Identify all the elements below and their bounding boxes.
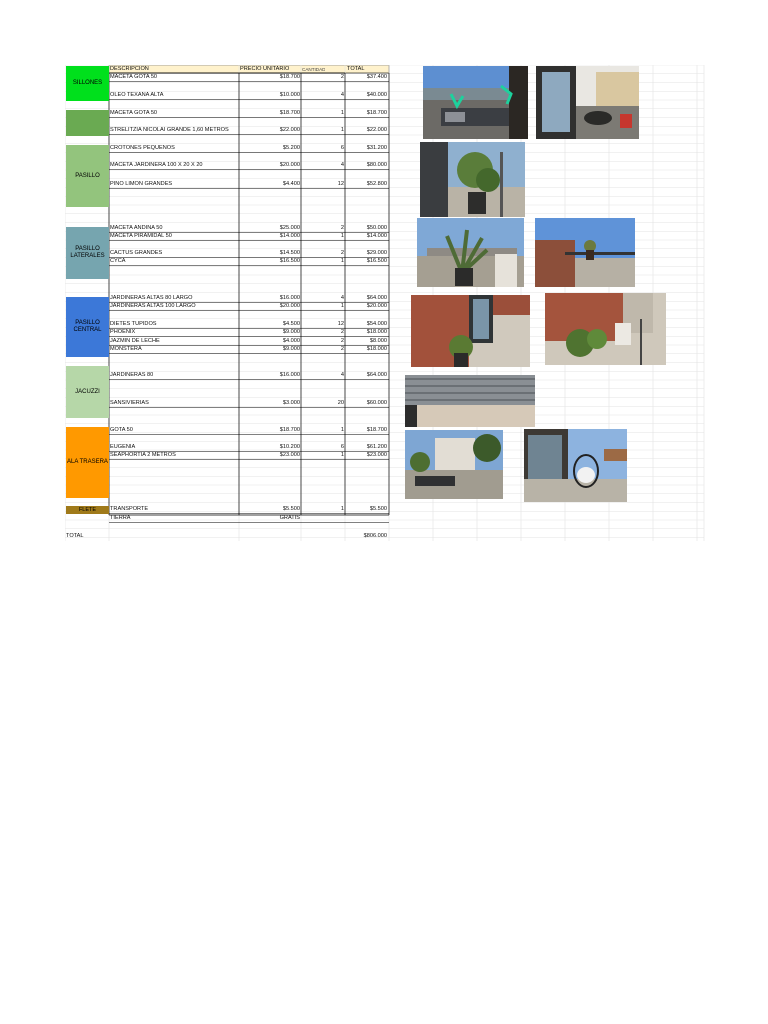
- item-unit-price: $5.200: [282, 145, 300, 151]
- item-unit-price: $16.000: [279, 295, 300, 301]
- item-quantity: 2: [340, 250, 344, 256]
- item-total: $64.000: [366, 295, 387, 301]
- item-quantity: 2: [340, 346, 344, 352]
- item-description: GOTA 50: [110, 427, 133, 433]
- item-total: $8.000: [369, 338, 387, 344]
- item-total: $31.200: [366, 145, 387, 151]
- item-quantity: 12: [337, 321, 344, 327]
- item-unit-price: $16.500: [279, 258, 300, 264]
- item-quantity: 1: [340, 506, 344, 512]
- item-description: DIETES TUPIDOS: [110, 321, 157, 327]
- item-quantity: 4: [340, 372, 344, 378]
- item-description: MACETA GOTA 50: [110, 74, 158, 80]
- section-pasillo: PASILLO: [66, 145, 109, 207]
- item-quantity: 2: [340, 338, 344, 344]
- item-description: STRELITZIA NICOLAI GRANDE 1,60 METROS: [110, 127, 229, 133]
- header-cantidad: CANTIDAD: [302, 67, 326, 72]
- item-total: $60.000: [366, 400, 387, 406]
- photo-central-brick-1: [411, 295, 530, 367]
- item-quantity: 4: [340, 295, 344, 301]
- item-unit-price: $10.200: [279, 444, 300, 450]
- item-unit-price: $4.500: [282, 321, 300, 327]
- item-description: SEAPHORTIA 2 METROS: [110, 452, 176, 458]
- item-description: JARDINERAS ALTAS 100 LARGO: [110, 303, 196, 309]
- item-unit-price: $14.500: [279, 250, 300, 256]
- item-unit-price: $9.000: [282, 346, 300, 352]
- item-unit-price: $20.000: [279, 162, 300, 168]
- photo-central-brick-2: [545, 293, 666, 365]
- photo-trasera-hanging-chair: [524, 429, 627, 502]
- photo-laterales-railing: [535, 218, 635, 287]
- item-unit-price: $18.700: [279, 427, 300, 433]
- grand-total-label: TOTAL: [66, 533, 84, 539]
- item-total: $64.000: [366, 372, 387, 378]
- item-description: TIERRA: [110, 515, 131, 521]
- item-total: $52.800: [366, 181, 387, 187]
- item-quantity: 4: [340, 162, 344, 168]
- photo-pasillo-plants: [420, 142, 525, 217]
- item-unit-price: $10.000: [279, 92, 300, 98]
- section-jacuzzi: JACUZZI: [66, 366, 109, 418]
- item-total: $40.000: [366, 92, 387, 98]
- item-total: $14.000: [366, 233, 387, 239]
- item-total: $18.000: [366, 346, 387, 352]
- item-quantity: 6: [340, 145, 344, 151]
- item-total: $16.500: [366, 258, 387, 264]
- item-quantity: 1: [340, 233, 344, 239]
- item-quantity: 20: [337, 400, 344, 406]
- header-descripcion: DESCRIPCIÓN: [110, 66, 149, 72]
- item-unit-price: GRATIS: [279, 515, 300, 521]
- item-quantity: 4: [340, 92, 344, 98]
- item-quantity: 1: [340, 110, 344, 116]
- photo-jacuzzi-deck: [405, 375, 535, 427]
- item-description: CROTONES PEQUEÑOS: [110, 145, 175, 151]
- item-total: $22.000: [366, 127, 387, 133]
- item-total: $80.000: [366, 162, 387, 168]
- item-description: JARDINERAS 80: [110, 372, 154, 378]
- photo-laterales-palm: [417, 218, 524, 287]
- section-ala-trasera: ALA TRASERA: [66, 427, 109, 498]
- item-description: MONSTERA: [110, 346, 142, 352]
- item-total: $29.000: [366, 250, 387, 256]
- item-description: PHOENIX: [110, 329, 136, 335]
- item-total: $54.000: [366, 321, 387, 327]
- item-unit-price: $5.500: [282, 506, 300, 512]
- header-total: TOTAL: [347, 66, 365, 72]
- section-sillones: SILLONES: [66, 66, 109, 101]
- header-precio: PRECIO UNITARIO: [240, 66, 290, 72]
- item-total: $5.500: [369, 506, 387, 512]
- item-unit-price: $4.000: [282, 338, 300, 344]
- item-description: MACETA ANDINA 50: [110, 225, 163, 231]
- item-total: $18.700: [366, 427, 387, 433]
- quote-spreadsheet: [65, 65, 705, 542]
- section-pasillo-central: PASILLO CENTRAL: [66, 297, 109, 357]
- item-unit-price: $18.700: [279, 74, 300, 80]
- item-description: CACTUS GRANDES: [110, 250, 163, 256]
- item-unit-price: $22.000: [279, 127, 300, 133]
- item-unit-price: $4.400: [282, 181, 300, 187]
- item-unit-price: $9.000: [282, 329, 300, 335]
- item-quantity: 1: [340, 303, 344, 309]
- section-unnamed: [66, 110, 109, 136]
- item-description: PINO LIMON GRANDES: [110, 181, 173, 187]
- section-flete: FLETE: [66, 506, 109, 514]
- item-unit-price: $16.000: [279, 372, 300, 378]
- item-quantity: 1: [340, 127, 344, 133]
- item-unit-price: $23.000: [279, 452, 300, 458]
- item-description: MACETA GOTA 50: [110, 110, 158, 116]
- item-unit-price: $3.000: [282, 400, 300, 406]
- photo-terrace-sofas-1: [423, 66, 528, 139]
- photo-trasera-deck: [405, 430, 503, 499]
- item-total: $61.200: [366, 444, 387, 450]
- item-unit-price: $14.000: [279, 233, 300, 239]
- item-quantity: 2: [340, 74, 344, 80]
- item-quantity: 12: [337, 181, 344, 187]
- item-description: OLEO TEXANA ALTA: [110, 92, 164, 98]
- item-quantity: 1: [340, 258, 344, 264]
- grand-total-value: $806.000: [363, 533, 387, 539]
- item-unit-price: $18.700: [279, 110, 300, 116]
- item-description: SANSIVIERIAS: [110, 400, 149, 406]
- item-quantity: 1: [340, 427, 344, 433]
- item-total: $37.400: [366, 74, 387, 80]
- item-unit-price: $25.000: [279, 225, 300, 231]
- item-total: $18.700: [366, 110, 387, 116]
- item-description: CYCA: [110, 258, 126, 264]
- item-quantity: 6: [340, 444, 344, 450]
- item-description: JARDINERAS ALTAS 80 LARGO: [110, 295, 193, 301]
- item-total: $23.000: [366, 452, 387, 458]
- item-quantity: 1: [340, 452, 344, 458]
- photo-balcony-door-1: [536, 66, 639, 139]
- section-pasillo-laterales: PASILLO LATERALES: [66, 227, 109, 279]
- item-description: EUGENIA: [110, 444, 136, 450]
- item-total: $20.000: [366, 303, 387, 309]
- item-quantity: 2: [340, 329, 344, 335]
- item-description: TRANSPORTE: [110, 506, 149, 512]
- item-total: $18.000: [366, 329, 387, 335]
- item-quantity: 2: [340, 225, 344, 231]
- item-description: MACETA JARDINERA 100 X 20 X 20: [110, 162, 203, 168]
- item-description: JAZMIN DE LECHE: [110, 338, 160, 344]
- item-total: $50.000: [366, 225, 387, 231]
- item-unit-price: $20.000: [279, 303, 300, 309]
- item-description: MACETA PIRAMIDAL 50: [110, 233, 172, 239]
